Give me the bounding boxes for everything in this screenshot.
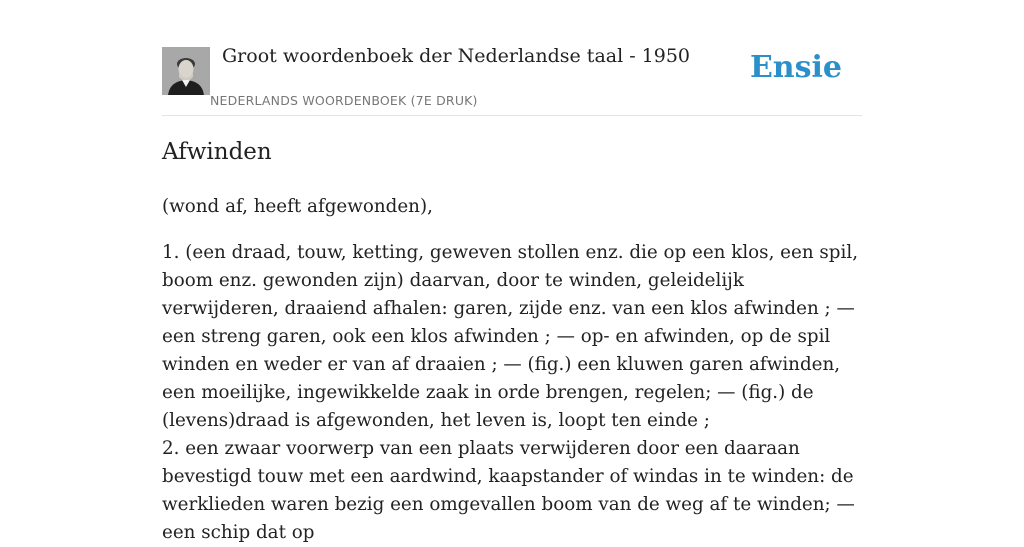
entry-headword: Afwinden [162,139,272,165]
source-title[interactable]: Groot woordenboek der Nederlandse taal - 1950 [222,45,691,67]
author-avatar[interactable] [162,47,210,95]
brand-logo[interactable]: Ensie [749,50,842,85]
sense-1: 1. (een draad, touw, ketting, geweven stollen enz. die op een klos, een spil, boom enz. gewonden zijn) daarvan, door te winden, geleidelijk verwijderen, draaiend afhalen: garen, zijde enz. van een klos afwinden ; — een streng garen, ook een klos afwinden ; — op- en afwinden, op de spil winden en weder er van af draaien ; — (fig.) een kluwen garen afwinden, een moeilijke, ingewikkelde zaak in orde brengen, regelen; — (fig.) de (levens)draad is afgewonden, het leven is, loopt ten einde ; [162,242,858,431]
page-content [162,0,862,543]
portrait-image [162,47,210,95]
source-subtitle[interactable]: NEDERLANDS WOORDENBOEK (7E DRUK) [210,93,478,108]
sense-2: 2. een zwaar voorwerp van een plaats verwijderen door een daaraan bevestigd touw met een aardwind, kaapstander of windas in te winden: de werklieden waren bezig een omgevallen boom van de weg af te winden; — een schip dat op [162,438,855,543]
entry-grammar: (wond af, heeft afgewonden), [162,196,433,217]
entry-definition [162,239,862,547]
source-header [162,0,862,116]
